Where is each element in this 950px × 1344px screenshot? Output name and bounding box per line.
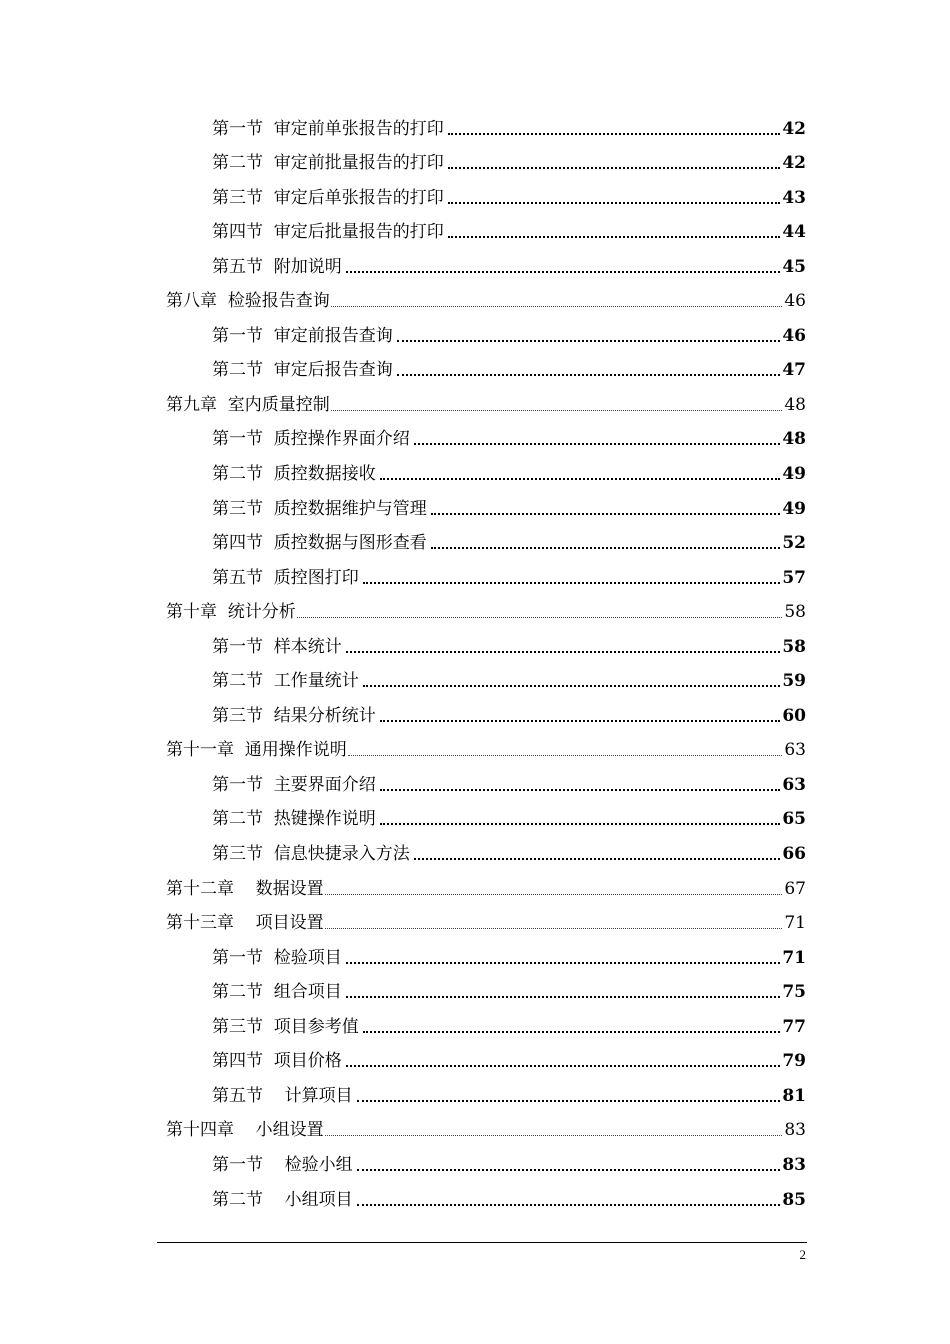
toc-section-entry[interactable]: [0, 1042, 950, 1077]
toc-section-entry[interactable]: [0, 524, 950, 559]
dot-leader: [331, 410, 783, 411]
toc-entry-title: 第二节 工作量统计: [212, 671, 359, 692]
toc-entry-title: 第十四章 小组设置: [166, 1120, 324, 1141]
toc-entry-page: 66: [782, 844, 806, 865]
toc-entry-page: 63: [782, 774, 806, 795]
toc-entry-title: 第十一章 通用操作说明: [166, 740, 347, 761]
toc-entry-page: 45: [782, 256, 806, 277]
toc-entry-page: 57: [782, 567, 806, 588]
toc-entry-title: 第一节 检验项目: [212, 947, 342, 968]
toc-chapter-entry[interactable]: [0, 385, 950, 420]
toc-entry-page: 81: [782, 1085, 806, 1106]
dot-leader: [357, 1169, 781, 1171]
toc-entry-title: 第一节 检验小组: [212, 1154, 353, 1175]
toc-entry-title: 第八章 检验报告查询: [166, 291, 330, 312]
toc-entry-title: 第二节 热键操作说明: [212, 809, 376, 830]
toc-chapter-entry[interactable]: [0, 731, 950, 766]
toc-entry-title: 第五节 质控图打印: [212, 567, 359, 588]
footer-divider: [157, 1242, 807, 1243]
toc-entry-title: 第三节 项目参考值: [212, 1016, 359, 1037]
dot-leader: [346, 1065, 781, 1067]
toc-section-entry[interactable]: [0, 1145, 950, 1180]
toc-section-entry[interactable]: [0, 247, 950, 282]
toc-section-entry[interactable]: [0, 938, 950, 973]
toc-chapter-entry[interactable]: [0, 904, 950, 939]
dot-leader: [346, 996, 781, 998]
toc-entry-title: 第一节 审定前报告查询: [212, 325, 393, 346]
toc-section-entry[interactable]: [0, 800, 950, 835]
toc-section-entry[interactable]: [0, 627, 950, 662]
toc-entry-title: 第三节 结果分析统计: [212, 705, 376, 726]
dot-leader: [380, 478, 781, 480]
toc-entry-page: 52: [782, 533, 806, 554]
toc-section-entry[interactable]: [0, 696, 950, 731]
dot-leader: [331, 306, 783, 307]
toc-entry-title: 第三节 审定后单张报告的打印: [212, 187, 444, 208]
dot-leader: [363, 1031, 781, 1033]
dot-leader: [346, 962, 781, 964]
toc-entry-page: 44: [782, 222, 806, 243]
toc-chapter-entry[interactable]: [0, 282, 950, 317]
toc-section-entry[interactable]: [0, 834, 950, 869]
toc-entry-title: 第二节 审定后报告查询: [212, 360, 393, 381]
toc-section-entry[interactable]: [0, 316, 950, 351]
dot-leader: [363, 685, 781, 687]
toc-chapter-entry[interactable]: [0, 593, 950, 628]
toc-entry-page: 79: [782, 1051, 806, 1072]
dot-leader: [325, 1135, 783, 1136]
toc-entry-title: 第一节 样本统计: [212, 636, 342, 657]
toc-section-entry[interactable]: [0, 351, 950, 386]
toc-entry-title: 第一节 主要界面介绍: [212, 774, 376, 795]
toc-entry-page: 49: [782, 498, 806, 519]
toc-entry-page: 83: [784, 1120, 806, 1141]
toc-entry-page: 60: [782, 705, 806, 726]
dot-leader: [363, 582, 781, 584]
toc-entry-page: 59: [782, 671, 806, 692]
dot-leader: [448, 167, 781, 169]
toc-entry-title: 第三节 质控数据维护与管理: [212, 498, 427, 519]
toc-section-entry[interactable]: [0, 420, 950, 455]
toc-entry-title: 第三节 信息快捷录入方法: [212, 844, 410, 865]
toc-entry-title: 第十章 统计分析: [166, 602, 296, 623]
toc-entry-page: 83: [782, 1154, 806, 1175]
dot-leader: [297, 617, 783, 618]
dot-leader: [380, 720, 781, 722]
toc-entry-title: 第二节 审定前批量报告的打印: [212, 153, 444, 174]
toc-entry-page: 75: [782, 982, 806, 1003]
toc-entry-page: 71: [784, 913, 806, 934]
toc-section-entry[interactable]: [0, 1076, 950, 1111]
dot-leader: [346, 271, 781, 273]
dot-leader: [325, 928, 783, 929]
toc-entry-page: 71: [782, 947, 806, 968]
toc-entry-title: 第二节 小组项目: [212, 1189, 353, 1210]
toc-chapter-entry[interactable]: [0, 869, 950, 904]
toc-entry-page: 47: [782, 360, 806, 381]
toc-entry-page: 43: [782, 187, 806, 208]
toc-section-entry[interactable]: [0, 454, 950, 489]
dot-leader: [348, 755, 783, 756]
dot-leader: [325, 894, 783, 895]
table-of-contents: [0, 109, 950, 1215]
toc-entry-page: 58: [784, 602, 806, 623]
dot-leader: [431, 547, 781, 549]
dot-leader: [397, 340, 781, 342]
dot-leader: [346, 651, 781, 653]
dot-leader: [414, 858, 781, 860]
dot-leader: [380, 789, 781, 791]
toc-entry-title: 第一节 质控操作界面介绍: [212, 429, 410, 450]
toc-entry-title: 第十二章 数据设置: [166, 878, 324, 899]
toc-section-entry[interactable]: [0, 144, 950, 179]
toc-section-entry[interactable]: [0, 765, 950, 800]
toc-entry-title: 第一节 审定前单张报告的打印: [212, 118, 444, 139]
toc-section-entry[interactable]: [0, 178, 950, 213]
toc-entry-page: 46: [784, 291, 806, 312]
toc-entry-page: 48: [784, 394, 806, 415]
toc-section-entry[interactable]: [0, 489, 950, 524]
dot-leader: [380, 823, 781, 825]
toc-section-entry[interactable]: [0, 558, 950, 593]
toc-entry-page: 85: [782, 1189, 806, 1210]
toc-section-entry[interactable]: [0, 973, 950, 1008]
toc-entry-title: 第二节 质控数据接收: [212, 464, 376, 485]
toc-entry-page: 46: [782, 325, 806, 346]
toc-entry-title: 第五节 附加说明: [212, 256, 342, 277]
dot-leader: [397, 374, 781, 376]
toc-entry-page: 42: [782, 118, 806, 139]
dot-leader: [448, 133, 781, 135]
toc-chapter-entry[interactable]: [0, 1111, 950, 1146]
toc-entry-page: 65: [782, 809, 806, 830]
toc-entry-title: 第四节 质控数据与图形查看: [212, 533, 427, 554]
toc-entry-page: 49: [782, 464, 806, 485]
toc-entry-page: 77: [782, 1016, 806, 1037]
toc-entry-page: 63: [784, 740, 806, 761]
dot-leader: [448, 202, 781, 204]
dot-leader: [414, 443, 781, 445]
toc-section-entry[interactable]: [0, 1180, 950, 1215]
toc-entry-page: 48: [782, 429, 806, 450]
toc-entry-page: 67: [784, 878, 806, 899]
toc-entry-title: 第十三章 项目设置: [166, 913, 324, 934]
toc-section-entry[interactable]: [0, 213, 950, 248]
toc-entry-page: 58: [782, 636, 806, 657]
toc-section-entry[interactable]: [0, 109, 950, 144]
toc-entry-title: 第四节 审定后批量报告的打印: [212, 222, 444, 243]
dot-leader: [448, 236, 781, 238]
toc-entry-title: 第五节 计算项目: [212, 1085, 353, 1106]
dot-leader: [357, 1204, 781, 1206]
toc-section-entry[interactable]: [0, 662, 950, 697]
dot-leader: [431, 513, 781, 515]
toc-section-entry[interactable]: [0, 1007, 950, 1042]
page-number: 2: [799, 1247, 806, 1262]
toc-entry-title: 第九章 室内质量控制: [166, 394, 330, 415]
toc-entry-title: 第二节 组合项目: [212, 982, 342, 1003]
toc-entry-title: 第四节 项目价格: [212, 1051, 342, 1072]
dot-leader: [357, 1100, 781, 1102]
toc-entry-page: 42: [782, 153, 806, 174]
